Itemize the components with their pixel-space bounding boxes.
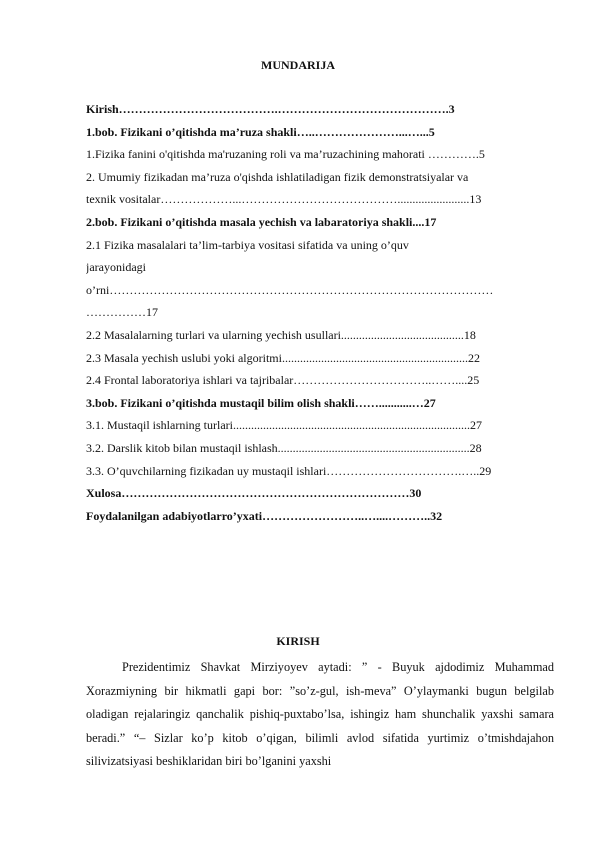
- toc-title: MUNDARIJA: [261, 58, 335, 72]
- toc-entry: texnik vositalar………………...…………………………………........................13: [86, 192, 482, 207]
- toc-entry: 2. Umumiy fizikadan ma’ruza o'qishda ishlatiladigan fizik demonstratsiyalar va: [86, 169, 469, 184]
- toc-entry: Kirish………………………………….…………………………………….3: [86, 102, 455, 116]
- toc-entry: Xulosa………………………………………………………………30: [86, 486, 422, 501]
- toc-entry: 1.Fizika fanini o'qitishda ma'ruzaning roli va ma’ruzachining mahorati ………….5: [86, 147, 485, 162]
- toc-entry: o’rni……………………………………………………………………………………: [86, 282, 494, 297]
- toc-entry: 2.2 Masalalarning turlari va ularning yechish usullari.........................................18: [86, 327, 476, 342]
- toc-entry: 2.4 Frontal laboratoriya ishlari va tajribalar……………………………..……....25: [86, 373, 480, 388]
- table-of-contents: [86, 98, 554, 527]
- intro-paragraph: Prezidentimiz Shavkat Mirziyoyev aytadi: ” - Buyuk ajdodimiz Muhammad Xorazmiyning bir hikmatli gapi bor: ”so’z-gul, ish-meva” O’ylaymanki bugun belgilab oladigan rejalaringiz qanchalik pishiq-puxtabo’lsa, ishingiz ham shunchalik yaxshi samara beradi.” “– Sizlar ko’p kitob o’qigan, bilimli avlod sifatida yurtimiz o’tmishdajahon silivizatsiyasi beshiklaridan biri bo’lganini yaxshi: [86, 660, 554, 769]
- intro-body: [86, 656, 554, 774]
- toc-entry: 3.2. Darslik kitob bilan mustaqil ishlash................................................................28: [86, 440, 482, 455]
- intro-title: KIRISH: [276, 634, 320, 648]
- toc-entry: 2.3 Masala yechish uslubi yoki algoritmi..............................................................22: [86, 350, 480, 365]
- toc-entry: 2.1 Fizika masalalari ta’lim-tarbiya vositasi sifatida va uning o’quv: [86, 237, 409, 252]
- toc-entry: jarayonidagi: [86, 260, 146, 275]
- toc-entry: 3.3. O’quvchilarning fizikadan uy mustaqil ishlari…………………………….…..29: [86, 463, 492, 478]
- toc-entry: 1.bob. Fizikani o’qitishda ma’ruza shakli…..…………………...…...5: [86, 124, 435, 139]
- toc-entry: ……………17: [86, 305, 158, 320]
- toc-entry: 3.bob. Fizikani o’qitishda mustaqil bilim olish shakli……...........…27: [86, 395, 436, 410]
- toc-entry: Foydalanilgan adabiyotlarro’yxati……………………..…....………..32: [86, 508, 443, 523]
- toc-entry: 2.bob. Fizikani o’qitishda masala yechish va labaratoriya shakli....17: [86, 214, 437, 229]
- toc-entry: 3.1. Mustaqil ishlarning turlari...............................................................................27: [86, 418, 482, 433]
